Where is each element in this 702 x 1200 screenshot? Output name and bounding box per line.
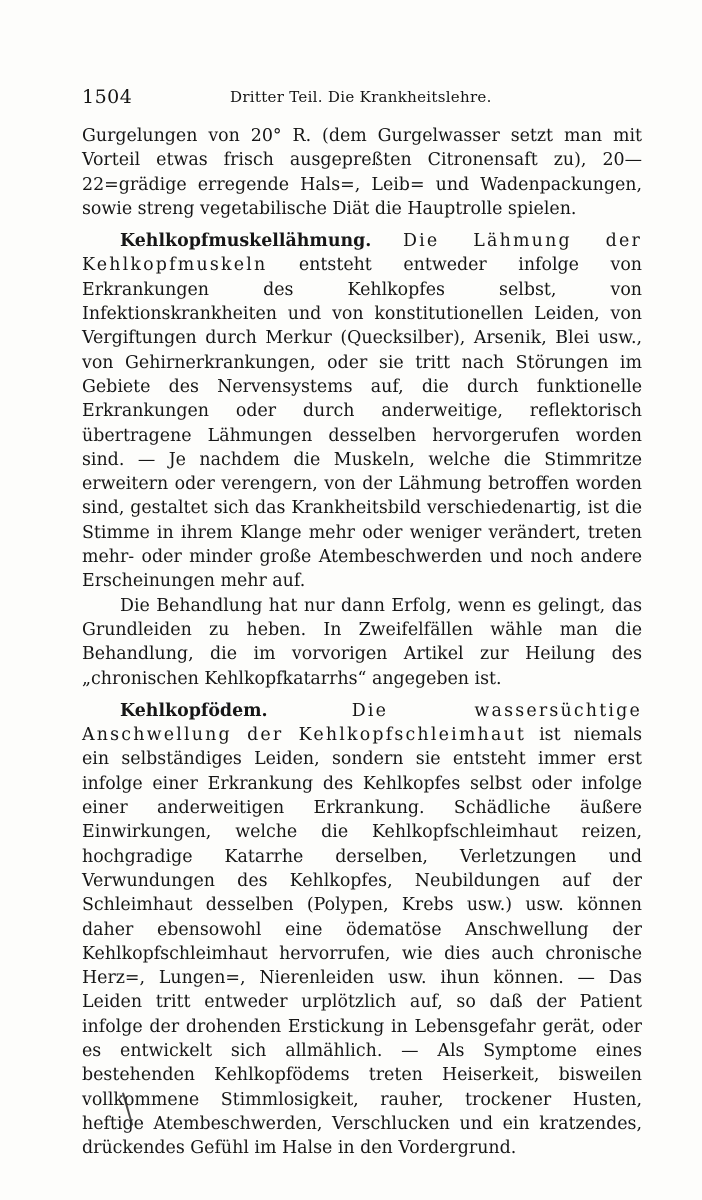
spaced-emphasis: Die Lähmung der Kehlkopfmuskeln xyxy=(82,231,643,276)
body-text xyxy=(82,124,642,1160)
paragraph-treatment: Die Behandlung hat nur dann Erfolg, wenn es gelingt, das Grundleiden zu heben. In Zweifelfällen wähle man die Behandlung, die im vorvorigen Artikel zur Heilung des „chronischen Kehlkopfkatarrhs“ angegeben ist. xyxy=(82,595,642,689)
section-heading-laryngeal-edema: Kehlkopfödem. xyxy=(120,700,268,721)
running-head: Dritter Teil. Die Krankheitslehre. xyxy=(230,88,492,106)
spaced-emphasis: Die wassersüchtige Anschwellung der Kehlkopfschleimhaut xyxy=(82,700,642,746)
page-header xyxy=(82,86,642,112)
paragraph-laryngeal-paralysis xyxy=(82,229,642,593)
section-heading-laryngeal-paralysis: Kehlkopfmuskellähmung. xyxy=(120,231,372,252)
paragraph-gargle-continuation: Gurgelungen von 20° R. (dem Gurgelwasser setzt man mit Vorteil etwas frisch ausgepreßten Citronensaft zu), 20—22=grädige erregende Hals=, Leib= und Wadenpackungen, sowie streng vegetabilische Diät die Hauptrolle spielen. xyxy=(82,126,642,219)
paragraph-text: ist niemals ein selbständiges Leiden, sondern sie entsteht immer erst infolge einer Erkrankung des Kehlkopfes selbst oder infolge einer anderweitigen Erkrankung. Schädliche äußere Einwirkungen, welche die Kehlkopfschleimhaut reizen, hochgradige Katarrhe derselben, Verletzungen und Verwundungen des Kehlkopfes, Neubildungen auf der Schleimhaut desselben (Polypen, Krebs usw.) usw. können daher ebensowohl eine ödematöse Anschwellung der Kehlkopfschleimhaut hervorrufen, wie dies auch chronische Herz=, Lungen=, Nierenleiden usw. ihun können. — Das Leiden tritt entweder urplötzlich auf, so daß der Patient infolge der drohenden Erstickung in Lebensgefahr gerät, oder es entwickelt sich allmählich. — Als Symptome eines bestehenden Kehlkopfödems treten Heiserkeit, bisweilen vollkommene Stimmlosigkeit, rauher, trockener Husten, heftige Atembeschwerden, Verschlucken und ein kratzendes, drückendes Gefühl im Halse in den Vordergrund. xyxy=(82,725,643,1159)
page-number: 1504 xyxy=(82,86,133,108)
paragraph-laryngeal-edema xyxy=(82,699,642,1161)
paragraph-text: entsteht entweder infolge von Erkrankungen des Kehlkopfes selbst, von Infektionskrankheiten und von konstitutionellen Leiden, von Vergiftungen durch Merkur (Quecksilber), Arsenik, Blei usw., von Gehirnerkrankungen, oder sie tritt nach Störungen im Gebiete des Nervensystems auf, die durch funktionelle Erkrankungen oder durch anderweitige, reflektorisch übertragene Lähmungen desselben hervorgerufen worden sind. — Je nachdem die Muskeln, welche die Stimmritze erweitern oder verengern, von der Lähmung betroffen worden sind, gestaltet sich das Krankheitsbild verschiedenartig, ist die Stimme in ihrem Klange mehr oder weniger verändert, treten mehr- oder minder große Atembeschwerden und noch andere Erscheinungen mehr auf. xyxy=(82,255,642,592)
